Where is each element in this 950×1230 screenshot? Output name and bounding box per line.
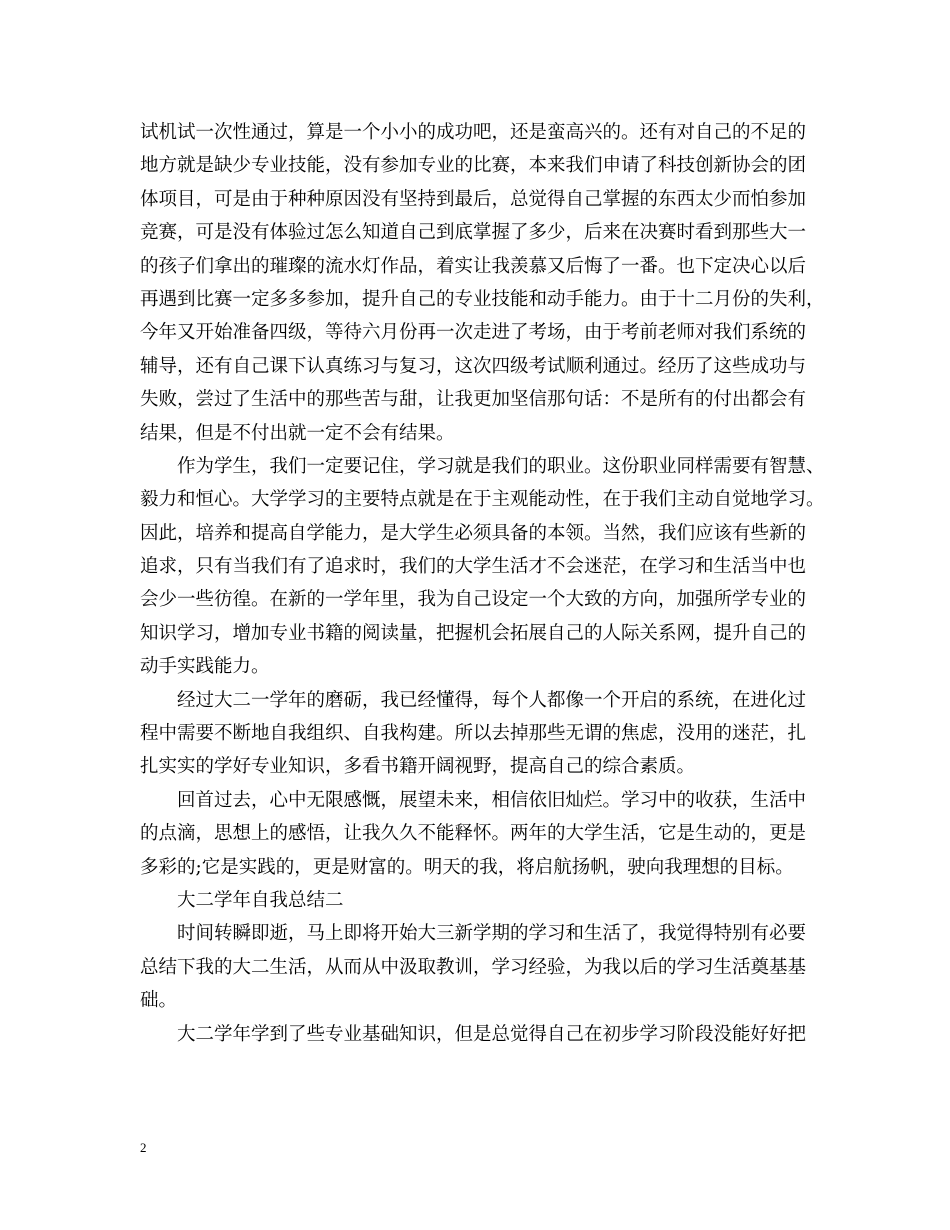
text-line: 试机试一次性通过，算是一个小小的成功吧，还是蛮高兴的。还有对自己的不足的: [140, 122, 807, 143]
text-line: 毅力和恒心。大学学习的主要特点就是在于主观能动性，在于我们主动自觉地学习。: [140, 489, 825, 511]
text-line: 竞赛，可是没有体验过怎么知道自己到底掌握了多少，后来在决赛时看到那些大一: [140, 222, 807, 244]
text-line: 会少一些彷徨。在新的一学年里，我为自己设定一个大致的方向，加强所学专业的: [140, 589, 807, 611]
text-line: 失败，尝过了生活中的那些苦与甜，让我更加坚信那句话：不是所有的付出都会有: [140, 389, 807, 411]
body-text: [140, 116, 825, 1051]
text-line: 时间转瞬即逝，马上即将开始大三新学期的学习和生活了，我觉得特别有必要: [177, 923, 807, 945]
text-line: 础。: [140, 990, 178, 1012]
text-line: 追求，只有当我们有了追求时，我们的大学生活才不会迷茫，在学习和生活当中也: [140, 556, 807, 578]
text-line: 大二学年自我总结二: [177, 889, 344, 911]
text-line: 再遇到比赛一定多多参加，提升自己的专业技能和动手能力。由于十二月份的失利，: [140, 288, 825, 310]
text-line: 今年又开始准备四级，等待六月份再一次走进了考场，由于考前老师对我们系统的: [140, 322, 807, 344]
text-line: 作为学生，我们一定要记住，学习就是我们的职业。这份职业同样需要有智慧、: [177, 455, 825, 477]
text-line: 程中需要不断地自我组织、自我构建。所以去掉那些无谓的焦虑，没用的迷茫，扎: [140, 723, 807, 745]
text-line: 因此，培养和提高自学能力，是大学生必须具备的本领。当然，我们应该有些新的: [140, 522, 807, 544]
text-line: 经过大二一学年的磨砺，我已经懂得，每个人都像一个开启的系统，在进化过: [177, 689, 807, 711]
text-line: 大二学年学到了些专业基础知识，但是总觉得自己在初步学习阶段没能好好把: [177, 1023, 807, 1045]
text-line: 回首过去，心中无限感慨，展望未来，相信依旧灿烂。学习中的收获，生活中: [177, 789, 807, 811]
text-line: 辅导，还有自己课下认真练习与复习，这次四级考试顺利通过。经历了这些成功与: [140, 355, 807, 377]
text-line: 结果，但是不付出就一定不会有结果。: [140, 422, 455, 444]
text-line: 知识学习，增加专业书籍的阅读量，把握机会拓展自己的人际关系网，提升自己的: [140, 622, 807, 644]
text-line: 总结下我的大二生活，从而从中汲取教训，学习经验，为我以后的学习生活奠基基: [140, 956, 807, 978]
text-line: 的点滴，思想上的感悟，让我久久不能释怀。两年的大学生活，它是生动的，更是: [140, 823, 807, 845]
text-line: 体项目，可是由于种种原因没有坚持到最后，总觉得自己掌握的东西太少而怕参加: [140, 188, 807, 210]
text-line: 地方就是缺少专业技能，没有参加专业的比赛，本来我们申请了科技创新协会的团: [140, 155, 807, 177]
text-line: 多彩的;它是实践的，更是财富的。明天的我，将启航扬帆，驶向我理想的目标。: [140, 856, 794, 878]
text-line: 的孩子们拿出的璀璨的流水灯作品，着实让我羡慕又后悔了一番。也下定决心以后: [140, 255, 807, 277]
text-line: 扎实实的学好专业知识，多看书籍开阔视野，提高自己的综合素质。: [140, 756, 696, 778]
text-line: 动手实践能力。: [140, 656, 270, 678]
page-number: 2: [140, 1140, 147, 1155]
